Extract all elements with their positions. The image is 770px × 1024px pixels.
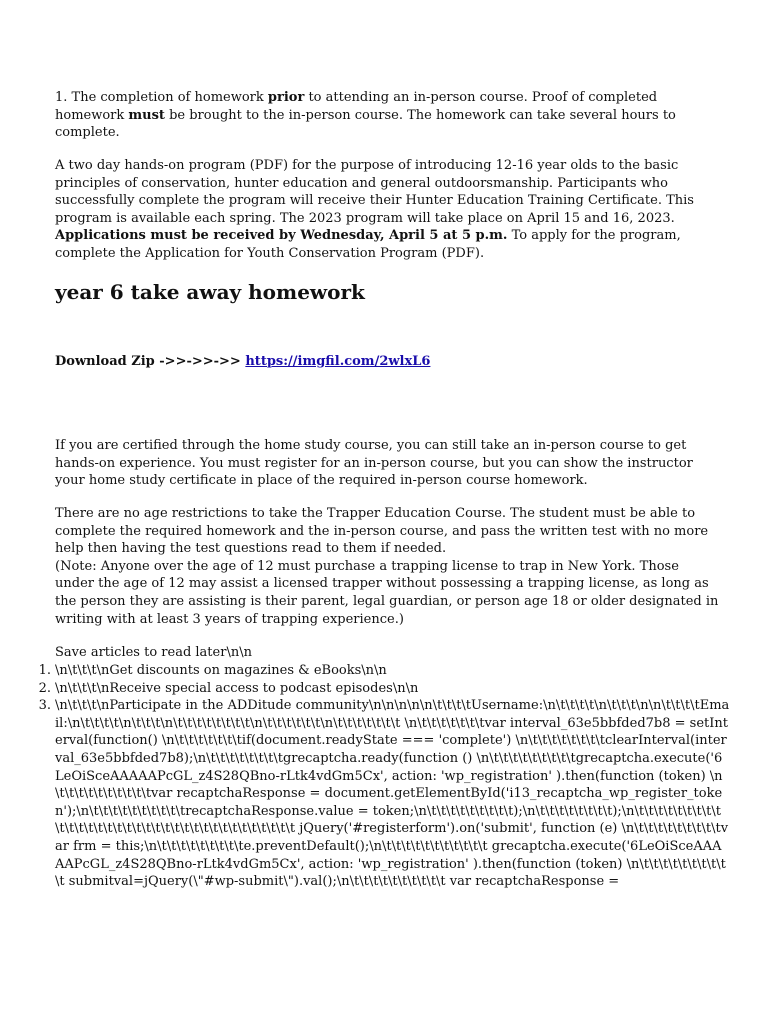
list-item (38, 680, 730, 698)
para1-bold-prior: prior (267, 90, 305, 105)
list-number: 3. (38, 698, 51, 714)
para1-text-2: to attending an in-person course. Proof of completed homework (55, 90, 658, 123)
download-link[interactable]: https://imgfil.com/2wlxL6 (245, 354, 431, 369)
list-number: 2. (38, 680, 51, 696)
page-heading: year 6 take away homework (55, 280, 365, 304)
save-articles-label: Save articles to read later\n\n (55, 645, 252, 660)
list-item-text: \n\t\t\t\nReceive special access to podcast episodes\n\n (55, 680, 419, 696)
youth-program-paragraph (55, 157, 720, 263)
list-item (38, 662, 730, 680)
trapper-text: There are no age restrictions to take the Trapper Education Course. The student must be able to complete the required homework and the in-person course, and pass the written test with no more help then having the test questions read to them if needed. (55, 506, 709, 557)
para2-text-2: To apply for the program, complete the Application for Youth Conservation Program (PDF). (55, 228, 681, 261)
list-number: 1. (38, 663, 51, 678)
list-item-text: \n\t\t\t\nParticipate in the ADDitude community\n\n\n\n\n\t\t\t\tUsername:\n\t\t\t\t\n\t\t\t\n\n\t\t\t\tEmail:\n\t\t\t\t\n\t\t\t\n\t\t\t\t\t\t\t\t\n\t\t\t\t\t\t\n\t\t\t\t\t\t\t \n\t\t\t\t\t\t\tvar interval_63e5bbfded7b8 = setInterval(function() \n\t\t\t\t\t\t\tif(document.readyState === 'complete') \n\t\t\t\t\t\t\t\tclearInterval(interval_63e5bbfded7b8);\n\t\t\t\t\t\t\t\tgrecaptcha.ready(function () \n\t\t\t\t\t\t\t\t\tgrecaptcha.execute('6LeOiSceAAAAAPcGL_z4S28QBno-rLtk4vdGm5Cx', action: 'wp_registration' ).then(function (token) \n\t\t\t\t\t\t\t\t\t\tvar recaptchaResponse = document.getElementById('i13_recaptcha_wp_register_token');\n\t\t\t\t\t\t\t\t\t\trecaptchaResponse.value = token;\n\t\t\t\t\t\t\t\t\t);\n\t\t\t\t\t\t\t\t);\n\t\t\t\t\t\t\t\t\t\t\t\t\t\t\t\t\t\t\t\t\t\t\t\t\t\t\t\t\t\t\t\t\t\t jQuery('#registerform').on('submit', function (e) \n\t\t\t\t\t\t\t\t\tvar frm = this;\n\t\t\t\t\t\t\t\t\te.preventDefault();\n\t\t\t\t\t\t\t\t\t\t\t grecaptcha.execute('6LeOiSceAAAAAPcGL_z4S28QBno-rLtk4vdGm5Cx', action: 'wp_registration' ).then(function (token) \n\t\t\t\t\t\t\t\t\t\t submitval=jQuery(\"#wp-submit\").val();\n\t\t\t\t\t\t\t\t\t\t var recaptchaResponse = (55, 698, 730, 890)
para1-bold-must: must (128, 107, 165, 123)
benefits-list (38, 662, 730, 891)
homework-requirement-paragraph (55, 89, 720, 142)
list-item (38, 697, 730, 891)
home-study-paragraph: If you are certified through the home study course, you can still take an in-person course to get hands-on experience. You must register for an in-person course, but you can show the instructor your home study certificate in place of the required in-person course homework. (55, 438, 693, 489)
para1-text-1: 1. The completion of homework (55, 90, 268, 105)
trapper-note: (Note: Anyone over the age of 12 must purchase a trapping license to trap in New York. Those under the age of 12 may assist a licensed trapper without possessing a trapping license, as long as the person they are assisting is their parent, legal guardian, or person age 18 or older designated in writing with at least 3 years of trapping experience.) (55, 558, 719, 627)
list-item-text: \n\t\t\t\nGet discounts on magazines & eBooks\n\n (55, 663, 387, 678)
download-label: Download Zip ->>->>->> (55, 354, 246, 369)
trapper-education-paragraph (55, 505, 720, 628)
download-line (55, 353, 720, 371)
para2-text-1: A two day hands-on program (PDF) for the purpose of introducing 12-16 year olds to the basic principles of conservation, hunter education and general outdoorsmanship. Participants who successfully complete the program will receive their Hunter Education Training Certificate. This program is available each spring. The 2023 program will take place on April 15 and 16, 2023. (55, 158, 694, 226)
para2-deadline: Applications must be received by Wednesday, April 5 at 5 p.m. (55, 228, 508, 244)
para1-text-3: be brought to the in-person course. The homework can take several hours to complete. (55, 107, 676, 141)
